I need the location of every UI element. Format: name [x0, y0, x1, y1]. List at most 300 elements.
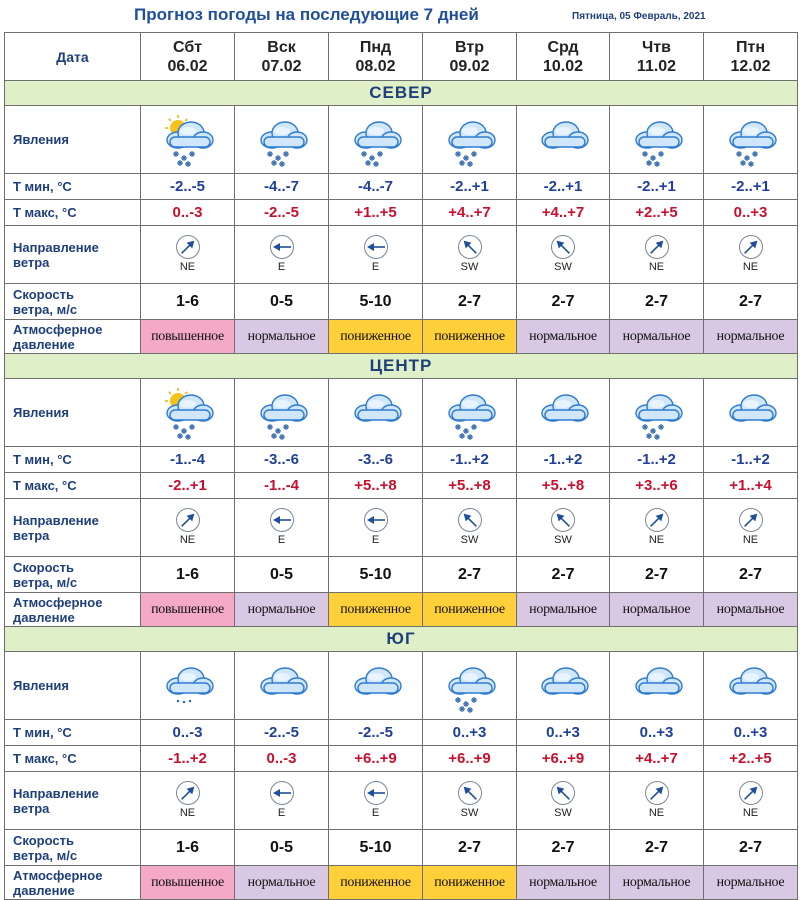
- wind-direction-label: E: [371, 261, 380, 273]
- phenomena-cell: [610, 379, 704, 447]
- wind-indicator: [363, 234, 389, 273]
- wind-arrow-icon: [175, 507, 201, 533]
- pressure-cell: пониженное: [423, 866, 517, 900]
- row-label-line: Явления: [13, 132, 69, 147]
- wind-arrow-icon: [644, 234, 670, 260]
- row-label: [5, 772, 141, 830]
- header-row: [5, 33, 798, 81]
- wind-arrow-icon: [550, 507, 576, 533]
- wind-direction-label: E: [277, 807, 286, 819]
- wind-arrow-icon: [457, 234, 483, 260]
- row-label-line: Т макс, °С: [13, 205, 77, 220]
- wind-speed-cell: 2-7: [423, 830, 517, 866]
- wind-direction-label: SW: [554, 534, 572, 546]
- day-name: Срд: [547, 38, 579, 56]
- wind-direction-cell: [235, 226, 329, 284]
- tmax-cell: +2..+5: [610, 200, 704, 226]
- page-title: Прогноз погоды на последующие 7 дней: [134, 5, 479, 24]
- row-label-line: Скорость: [13, 286, 74, 302]
- wind-indicator: [363, 507, 389, 546]
- cloud-icon: [721, 657, 781, 715]
- tmin-cell: 0..+3: [610, 720, 704, 746]
- wind-speed-cell: 1-6: [141, 557, 235, 593]
- phenomena-cell: [329, 652, 423, 720]
- cloud-icon: [533, 657, 593, 715]
- tmin-row: [5, 720, 798, 746]
- wind-speed-row: [5, 557, 798, 593]
- wind-indicator: [175, 507, 201, 546]
- region-row: [5, 354, 798, 379]
- wind-speed-cell: 2-7: [704, 830, 798, 866]
- wind-arrow-icon: [269, 780, 295, 806]
- wind-indicator: [269, 780, 295, 819]
- wind-direction-cell: [329, 499, 423, 557]
- pressure-cell: нормальное: [610, 866, 704, 900]
- wind-indicator: [644, 507, 670, 546]
- wind-speed-cell: 5-10: [329, 557, 423, 593]
- pressure-cell: нормальное: [610, 320, 704, 354]
- wind-direction-row: [5, 772, 798, 830]
- wind-indicator: [175, 234, 201, 273]
- row-label: [5, 200, 141, 226]
- pressure-row: [5, 593, 798, 627]
- row-label-line: Направление: [13, 785, 99, 801]
- row-label-line: ветра: [13, 527, 50, 543]
- phenomena-cell: [423, 652, 517, 720]
- row-label-line: Скорость: [13, 832, 74, 848]
- wind-arrow-icon: [457, 507, 483, 533]
- row-label-line: Скорость: [13, 559, 74, 575]
- row-label-line: Направление: [13, 512, 99, 528]
- phenomena-cell: [141, 379, 235, 447]
- row-label: [5, 320, 141, 354]
- tmax-cell: +6..+9: [423, 746, 517, 772]
- phenomena-cell: [517, 379, 610, 447]
- wind-direction-label: E: [277, 261, 286, 273]
- cloud-icon: [627, 657, 687, 715]
- wind-arrow-icon: [550, 780, 576, 806]
- pressure-cell: пониженное: [423, 320, 517, 354]
- row-label-line: Явления: [13, 405, 69, 420]
- wind-direction-cell: [610, 499, 704, 557]
- sun-cloud-snow-icon: [158, 384, 218, 442]
- cloud-icon: [533, 111, 593, 169]
- wind-indicator: [269, 507, 295, 546]
- row-label-line: давление: [13, 609, 75, 625]
- wind-speed-cell: 2-7: [704, 557, 798, 593]
- wind-indicator: [644, 780, 670, 819]
- day-header: [517, 33, 610, 81]
- wind-indicator: [550, 780, 576, 819]
- tmin-cell: -1..+2: [423, 447, 517, 473]
- row-label-line: Т мин, °С: [13, 179, 72, 194]
- day-header: [235, 33, 329, 81]
- cloud-icon: [533, 384, 593, 442]
- row-label-line: Атмосферное: [13, 867, 103, 883]
- tmin-cell: -1..+2: [610, 447, 704, 473]
- tmin-row: [5, 447, 798, 473]
- row-label: [5, 499, 141, 557]
- wind-direction-label: E: [371, 534, 380, 546]
- tmax-row: [5, 473, 798, 499]
- day-name: Вск: [267, 38, 296, 56]
- day-name: Втр: [455, 38, 484, 56]
- wind-arrow-icon: [269, 234, 295, 260]
- wind-indicator: [269, 234, 295, 273]
- phenomena-cell: [517, 106, 610, 174]
- cloud-snow-icon: [440, 384, 500, 442]
- region-name: ЮГ: [5, 627, 798, 652]
- pressure-cell: нормальное: [517, 320, 610, 354]
- wind-direction-cell: [517, 772, 610, 830]
- tmax-row: [5, 200, 798, 226]
- wind-speed-cell: 5-10: [329, 284, 423, 320]
- pressure-cell: нормальное: [704, 593, 798, 627]
- cloud-icon: [346, 657, 406, 715]
- phenomena-cell: [141, 106, 235, 174]
- wind-direction-cell: [141, 772, 235, 830]
- day-date: 10.02: [542, 57, 584, 75]
- wind-direction-cell: [704, 772, 798, 830]
- tmax-cell: +4..+7: [423, 200, 517, 226]
- cloud-snow-icon: [627, 384, 687, 442]
- wind-speed-cell: 2-7: [610, 284, 704, 320]
- pressure-cell: нормальное: [704, 866, 798, 900]
- phenomena-cell: [610, 106, 704, 174]
- wind-arrow-icon: [363, 507, 389, 533]
- row-label: [5, 447, 141, 473]
- day-header: [141, 33, 235, 81]
- wind-indicator: [457, 234, 483, 273]
- row-label: [5, 106, 141, 174]
- region-row: [5, 81, 798, 106]
- phenomena-row: [5, 652, 798, 720]
- row-label: [5, 473, 141, 499]
- row-label-line: ветра, м/с: [13, 301, 78, 317]
- tmin-cell: -2..-5: [235, 720, 329, 746]
- wind-direction-cell: [235, 772, 329, 830]
- wind-indicator: [457, 780, 483, 819]
- cloud-icon: [252, 657, 312, 715]
- cloud-snow-icon: [440, 111, 500, 169]
- row-label-line: ветра, м/с: [13, 574, 78, 590]
- row-label: [5, 746, 141, 772]
- wind-arrow-icon: [269, 507, 295, 533]
- cloud-snow-icon: [252, 111, 312, 169]
- row-label-line: ветра: [13, 254, 50, 270]
- tmin-cell: -3..-6: [329, 447, 423, 473]
- phenomena-cell: [610, 652, 704, 720]
- tmax-cell: +3..+6: [610, 473, 704, 499]
- date-column-header: Дата: [5, 33, 141, 81]
- day-header: [610, 33, 704, 81]
- tmin-cell: 0..-3: [141, 720, 235, 746]
- wind-direction-label: E: [371, 807, 380, 819]
- tmin-cell: -2..+1: [423, 174, 517, 200]
- pressure-cell: нормальное: [704, 320, 798, 354]
- wind-indicator: [738, 234, 764, 273]
- cloud-snow-icon: [721, 111, 781, 169]
- wind-speed-cell: 2-7: [423, 284, 517, 320]
- pressure-row: [5, 320, 798, 354]
- phenomena-cell: [423, 106, 517, 174]
- day-name: Пнд: [359, 38, 392, 56]
- pressure-cell: нормальное: [610, 593, 704, 627]
- wind-direction-label: NE: [179, 807, 196, 819]
- phenomena-cell: [235, 379, 329, 447]
- phenomena-cell: [704, 379, 798, 447]
- wind-speed-cell: 0-5: [235, 830, 329, 866]
- row-label-line: ветра: [13, 800, 50, 816]
- wind-speed-cell: 2-7: [704, 284, 798, 320]
- cloud-snow-icon: [627, 111, 687, 169]
- wind-direction-label: E: [277, 534, 286, 546]
- wind-direction-cell: [517, 226, 610, 284]
- tmax-cell: +1..+5: [329, 200, 423, 226]
- wind-arrow-icon: [175, 234, 201, 260]
- wind-direction-label: NE: [648, 807, 665, 819]
- forecast-table: [4, 32, 798, 900]
- pressure-cell: нормальное: [235, 593, 329, 627]
- row-label-line: Т макс, °С: [13, 751, 77, 766]
- pressure-cell: повышенное: [141, 320, 235, 354]
- region-name: ЦЕНТР: [5, 354, 798, 379]
- tmin-cell: -2..-5: [141, 174, 235, 200]
- wind-speed-cell: 0-5: [235, 284, 329, 320]
- pressure-cell: нормальное: [517, 593, 610, 627]
- phenomena-cell: [704, 652, 798, 720]
- cloud-icon: [721, 384, 781, 442]
- wind-speed-cell: 1-6: [141, 284, 235, 320]
- region-row: [5, 627, 798, 652]
- tmax-cell: +6..+9: [517, 746, 610, 772]
- wind-direction-cell: [141, 226, 235, 284]
- wind-indicator: [738, 507, 764, 546]
- wind-direction-cell: [610, 772, 704, 830]
- wind-indicator: [363, 780, 389, 819]
- wind-indicator: [175, 780, 201, 819]
- wind-direction-cell: [517, 499, 610, 557]
- wind-direction-label: SW: [460, 807, 479, 819]
- wind-speed-cell: 2-7: [610, 830, 704, 866]
- wind-speed-cell: 2-7: [423, 557, 517, 593]
- wind-direction-label: SW: [460, 534, 479, 546]
- wind-direction-cell: [329, 226, 423, 284]
- row-label-line: Явления: [13, 678, 69, 693]
- row-label-line: ветра, м/с: [13, 847, 78, 863]
- wind-arrow-icon: [644, 507, 670, 533]
- day-date: 08.02: [355, 57, 396, 75]
- region-name: СЕВЕР: [5, 81, 798, 106]
- tmax-cell: -2..+1: [141, 473, 235, 499]
- tmin-row: [5, 174, 798, 200]
- tmin-cell: -2..+1: [517, 174, 610, 200]
- phenomena-row: [5, 379, 798, 447]
- day-date: 06.02: [167, 57, 208, 75]
- wind-direction-label: SW: [460, 261, 479, 273]
- tmin-cell: -2..-5: [329, 720, 423, 746]
- wind-arrow-icon: [175, 780, 201, 806]
- row-label: [5, 652, 141, 720]
- tmax-cell: +5..+8: [329, 473, 423, 499]
- tmax-cell: 0..-3: [141, 200, 235, 226]
- day-name: Чтв: [642, 38, 671, 56]
- row-label-line: давление: [13, 882, 75, 898]
- tmin-cell: 0..+3: [423, 720, 517, 746]
- tmax-cell: -1..-4: [235, 473, 329, 499]
- wind-indicator: [550, 507, 576, 546]
- tmax-cell: +5..+8: [423, 473, 517, 499]
- cloud-icon: [346, 384, 406, 442]
- tmax-cell: +6..+9: [329, 746, 423, 772]
- row-label: [5, 720, 141, 746]
- wind-direction-label: NE: [179, 534, 196, 546]
- day-header: [423, 33, 517, 81]
- phenomena-cell: [329, 106, 423, 174]
- wind-speed-cell: 1-6: [141, 830, 235, 866]
- phenomena-cell: [704, 106, 798, 174]
- pressure-cell: нормальное: [235, 320, 329, 354]
- tmin-cell: -1..-4: [141, 447, 235, 473]
- wind-direction-cell: [329, 772, 423, 830]
- pressure-cell: повышенное: [141, 866, 235, 900]
- cloud-light-snow-icon: [158, 657, 218, 715]
- sun-cloud-snow-icon: [158, 111, 218, 169]
- wind-direction-label: NE: [179, 261, 196, 273]
- row-label: [5, 866, 141, 900]
- day-date: 09.02: [449, 57, 490, 75]
- tmin-cell: -4..-7: [235, 174, 329, 200]
- tmax-cell: +4..+7: [517, 200, 610, 226]
- phenomena-cell: [141, 652, 235, 720]
- wind-direction-label: NE: [648, 534, 665, 546]
- wind-arrow-icon: [738, 780, 764, 806]
- tmax-cell: 0..+3: [704, 200, 798, 226]
- wind-direction-cell: [423, 226, 517, 284]
- day-name: Птн: [736, 38, 765, 56]
- pressure-cell: пониженное: [329, 866, 423, 900]
- row-label: [5, 284, 141, 320]
- pressure-cell: повышенное: [141, 593, 235, 627]
- tmax-cell: +4..+7: [610, 746, 704, 772]
- cloud-snow-icon: [440, 657, 500, 715]
- pressure-cell: нормальное: [517, 866, 610, 900]
- wind-arrow-icon: [738, 234, 764, 260]
- tmin-cell: -3..-6: [235, 447, 329, 473]
- tmin-cell: -2..+1: [704, 174, 798, 200]
- wind-speed-row: [5, 284, 798, 320]
- pressure-row: [5, 866, 798, 900]
- row-label-line: Т макс, °С: [13, 478, 77, 493]
- row-label-line: Т мин, °С: [13, 725, 72, 740]
- wind-arrow-icon: [644, 780, 670, 806]
- row-label-line: Атмосферное: [13, 594, 103, 610]
- wind-arrow-icon: [457, 780, 483, 806]
- wind-direction-cell: [141, 499, 235, 557]
- wind-direction-cell: [423, 499, 517, 557]
- row-label: [5, 379, 141, 447]
- phenomena-row: [5, 106, 798, 174]
- wind-direction-cell: [610, 226, 704, 284]
- pressure-cell: нормальное: [235, 866, 329, 900]
- day-name: Сбт: [172, 38, 203, 56]
- wind-direction-cell: [235, 499, 329, 557]
- wind-direction-label: NE: [742, 534, 759, 546]
- wind-indicator: [644, 234, 670, 273]
- row-label-line: Т мин, °С: [13, 452, 72, 467]
- row-label: [5, 593, 141, 627]
- row-label: [5, 226, 141, 284]
- tmin-cell: -1..+2: [517, 447, 610, 473]
- row-label-line: Направление: [13, 239, 99, 255]
- tmax-row: [5, 746, 798, 772]
- tmin-cell: -2..+1: [610, 174, 704, 200]
- wind-indicator: [550, 234, 576, 273]
- tmax-cell: -2..-5: [235, 200, 329, 226]
- wind-direction-cell: [704, 499, 798, 557]
- day-date: 07.02: [261, 57, 302, 75]
- wind-direction-label: SW: [554, 261, 572, 273]
- tmin-cell: 0..+3: [517, 720, 610, 746]
- wind-speed-row: [5, 830, 798, 866]
- wind-speed-cell: 2-7: [517, 830, 610, 866]
- phenomena-cell: [235, 652, 329, 720]
- tmax-cell: 0..-3: [235, 746, 329, 772]
- wind-direction-row: [5, 499, 798, 557]
- wind-arrow-icon: [363, 234, 389, 260]
- row-label: [5, 557, 141, 593]
- cloud-snow-icon: [346, 111, 406, 169]
- wind-speed-cell: 2-7: [517, 284, 610, 320]
- wind-speed-cell: 2-7: [610, 557, 704, 593]
- pressure-cell: пониженное: [329, 593, 423, 627]
- tmax-cell: +5..+8: [517, 473, 610, 499]
- wind-direction-row: [5, 226, 798, 284]
- tmax-cell: -1..+2: [141, 746, 235, 772]
- tmax-cell: +2..+5: [704, 746, 798, 772]
- phenomena-cell: [329, 379, 423, 447]
- wind-speed-cell: 0-5: [235, 557, 329, 593]
- day-header: [704, 33, 798, 81]
- row-label-line: Атмосферное: [13, 321, 103, 337]
- phenomena-cell: [423, 379, 517, 447]
- pressure-cell: пониженное: [329, 320, 423, 354]
- date-stamp: Пятница, 05 Февраль, 2021: [572, 11, 706, 22]
- day-date: 11.02: [636, 57, 677, 75]
- day-date: 12.02: [730, 57, 771, 75]
- row-label: [5, 830, 141, 866]
- wind-speed-cell: 5-10: [329, 830, 423, 866]
- tmin-cell: -1..+2: [704, 447, 798, 473]
- wind-direction-cell: [423, 772, 517, 830]
- wind-direction-label: SW: [554, 807, 572, 819]
- day-header: [329, 33, 423, 81]
- wind-direction-label: NE: [742, 261, 759, 273]
- tmin-cell: 0..+3: [704, 720, 798, 746]
- phenomena-cell: [235, 106, 329, 174]
- wind-indicator: [457, 507, 483, 546]
- wind-direction-cell: [704, 226, 798, 284]
- wind-indicator: [738, 780, 764, 819]
- wind-speed-cell: 2-7: [517, 557, 610, 593]
- tmin-cell: -4..-7: [329, 174, 423, 200]
- page-header: [0, 0, 800, 32]
- cloud-snow-icon: [252, 384, 312, 442]
- row-label-line: давление: [13, 336, 75, 352]
- wind-arrow-icon: [550, 234, 576, 260]
- wind-arrow-icon: [738, 507, 764, 533]
- pressure-cell: пониженное: [423, 593, 517, 627]
